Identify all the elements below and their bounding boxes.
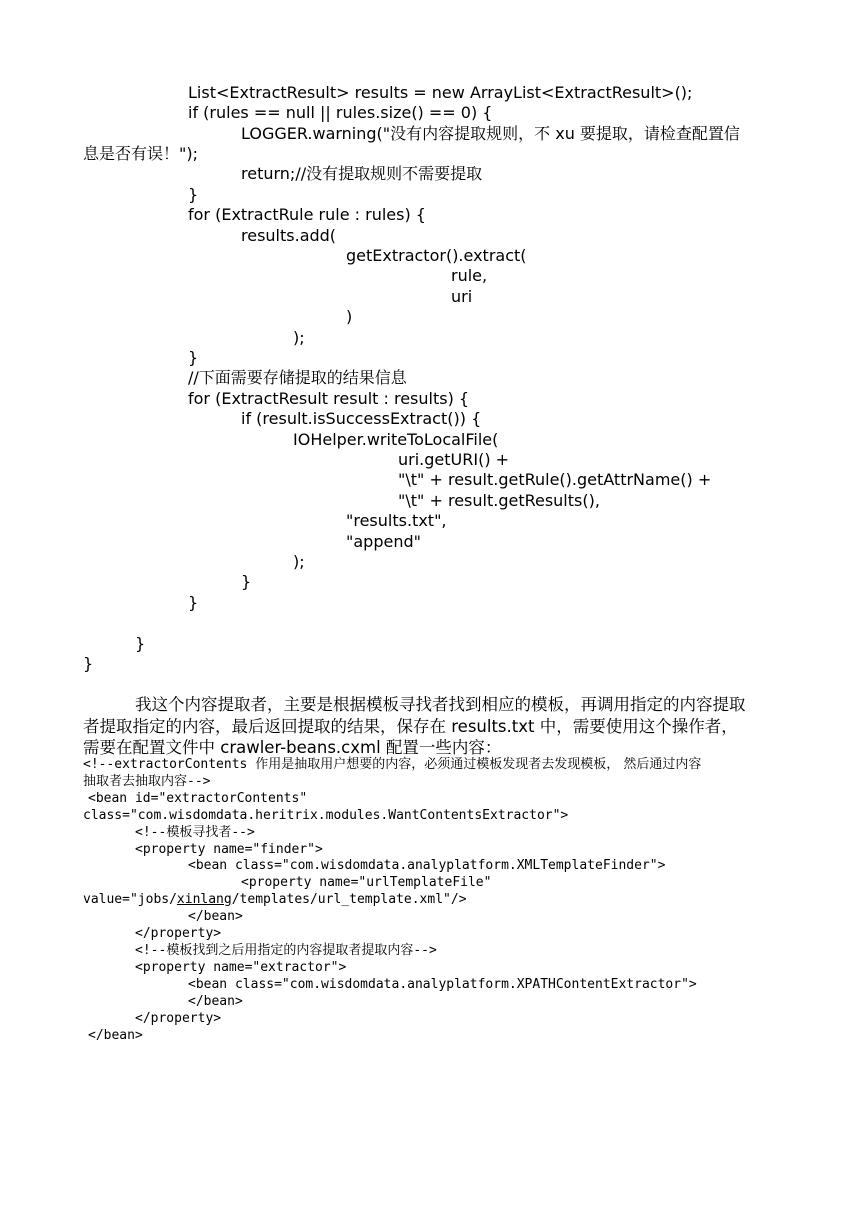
code-line: ) [346,307,353,326]
xml-comment-line [83,756,701,773]
code-line: } [135,634,146,653]
xml-comment-open: <!-- [135,943,167,958]
code-line: } [188,593,199,612]
xml-line: <property name="urlTemplateFile" [241,875,492,890]
description-line: 需要在配置文件中 crawler-beans.cxml 配置一些内容： [83,738,502,757]
xml-comment-close: --> [187,774,211,789]
xml-value-prefix: value="jobs/ [83,892,177,907]
xml-comment-line [135,942,437,959]
description-line: 我这个内容提取者，主要是根据模板寻找者找到相应的模板，再调用指定的内容提取 [135,695,746,714]
code-line: uri.getURI() + [398,450,510,469]
xml-comment-text: 模板找到之后用指定的内容提取者提取内容 [166,943,414,958]
code-line: return;//没有提取规则不需要提取 [241,164,483,183]
code-line: IOHelper.writeToLocalFile( [293,430,499,449]
code-line: List<ExtractResult> results = new ArrayList<ExtractResult>(); [188,83,693,102]
code-line: uri [451,287,473,306]
xml-line: </property> [135,1011,222,1026]
code-line: rule, [451,266,488,285]
code-line: } [241,572,252,591]
xml-line: <bean class="com.wisdomdata.analyplatform.XMLTemplateFinder"> [188,858,666,873]
xml-comment-text: 抽取者去抽取内容 [83,774,188,789]
code-line: } [83,654,94,673]
code-line: getExtractor().extract( [346,246,527,265]
xml-comment-line [83,773,211,790]
code-line: "results.txt", [346,511,447,530]
xml-comment-open: <!-- [135,825,167,840]
code-line: results.add( [241,226,337,245]
xml-comment-line [135,824,255,841]
xml-line: </bean> [88,1028,143,1043]
code-line: 息是否有误！"); [83,144,198,163]
xml-line: <bean id="extractorContents" [88,791,308,806]
xml-comment-text: 作用是抽取用户想要的内容，必须通过模板发现者去发现模板， 然后通过内容 [255,757,702,772]
code-line: for (ExtractResult result : results) { [188,389,470,408]
code-line: } [188,348,199,367]
xml-comment-close: --> [231,825,255,840]
code-line: ); [293,552,305,571]
code-line: } [188,185,199,204]
xml-line: </bean> [188,994,243,1009]
code-line: "append" [346,532,421,551]
code-line: "\t" + result.getRule().getAttrName() + [398,470,712,489]
xml-line: </bean> [188,909,243,924]
xml-line: <property name="extractor"> [135,960,347,975]
xml-comment-text: 模板寻找者 [166,825,232,840]
xml-value-suffix: /templates/url_template.xml"/> [231,892,467,907]
code-line: ); [293,328,305,347]
xml-comment-close: --> [413,943,437,958]
xml-comment-open: <!--extractorContents [83,757,256,772]
description-line: 者提取指定的内容，最后返回提取的结果，保存在 results.txt 中，需要使用这个操作者， [83,717,738,736]
xml-value-underlined: xinlang [176,892,232,907]
code-line: if (rules == null || rules.size() == 0) { [188,103,493,122]
code-line: if (result.isSuccessExtract()) { [241,409,482,428]
code-line: "\t" + result.getResults(), [398,491,600,510]
xml-line [83,891,467,908]
xml-line: class="com.wisdomdata.heritrix.modules.WantContentsExtractor"> [83,808,569,823]
code-line: //下面需要存储提取的结果信息 [188,368,407,387]
xml-line: <property name="finder"> [135,842,323,857]
code-line: for (ExtractRule rule : rules) { [188,205,426,224]
xml-line: </property> [135,926,222,941]
code-line: LOGGER.warning("没有内容提取规则，不 xu 要提取，请检查配置信 [241,124,740,143]
xml-line: <bean class="com.wisdomdata.analyplatform.XPATHContentExtractor"> [188,977,697,992]
